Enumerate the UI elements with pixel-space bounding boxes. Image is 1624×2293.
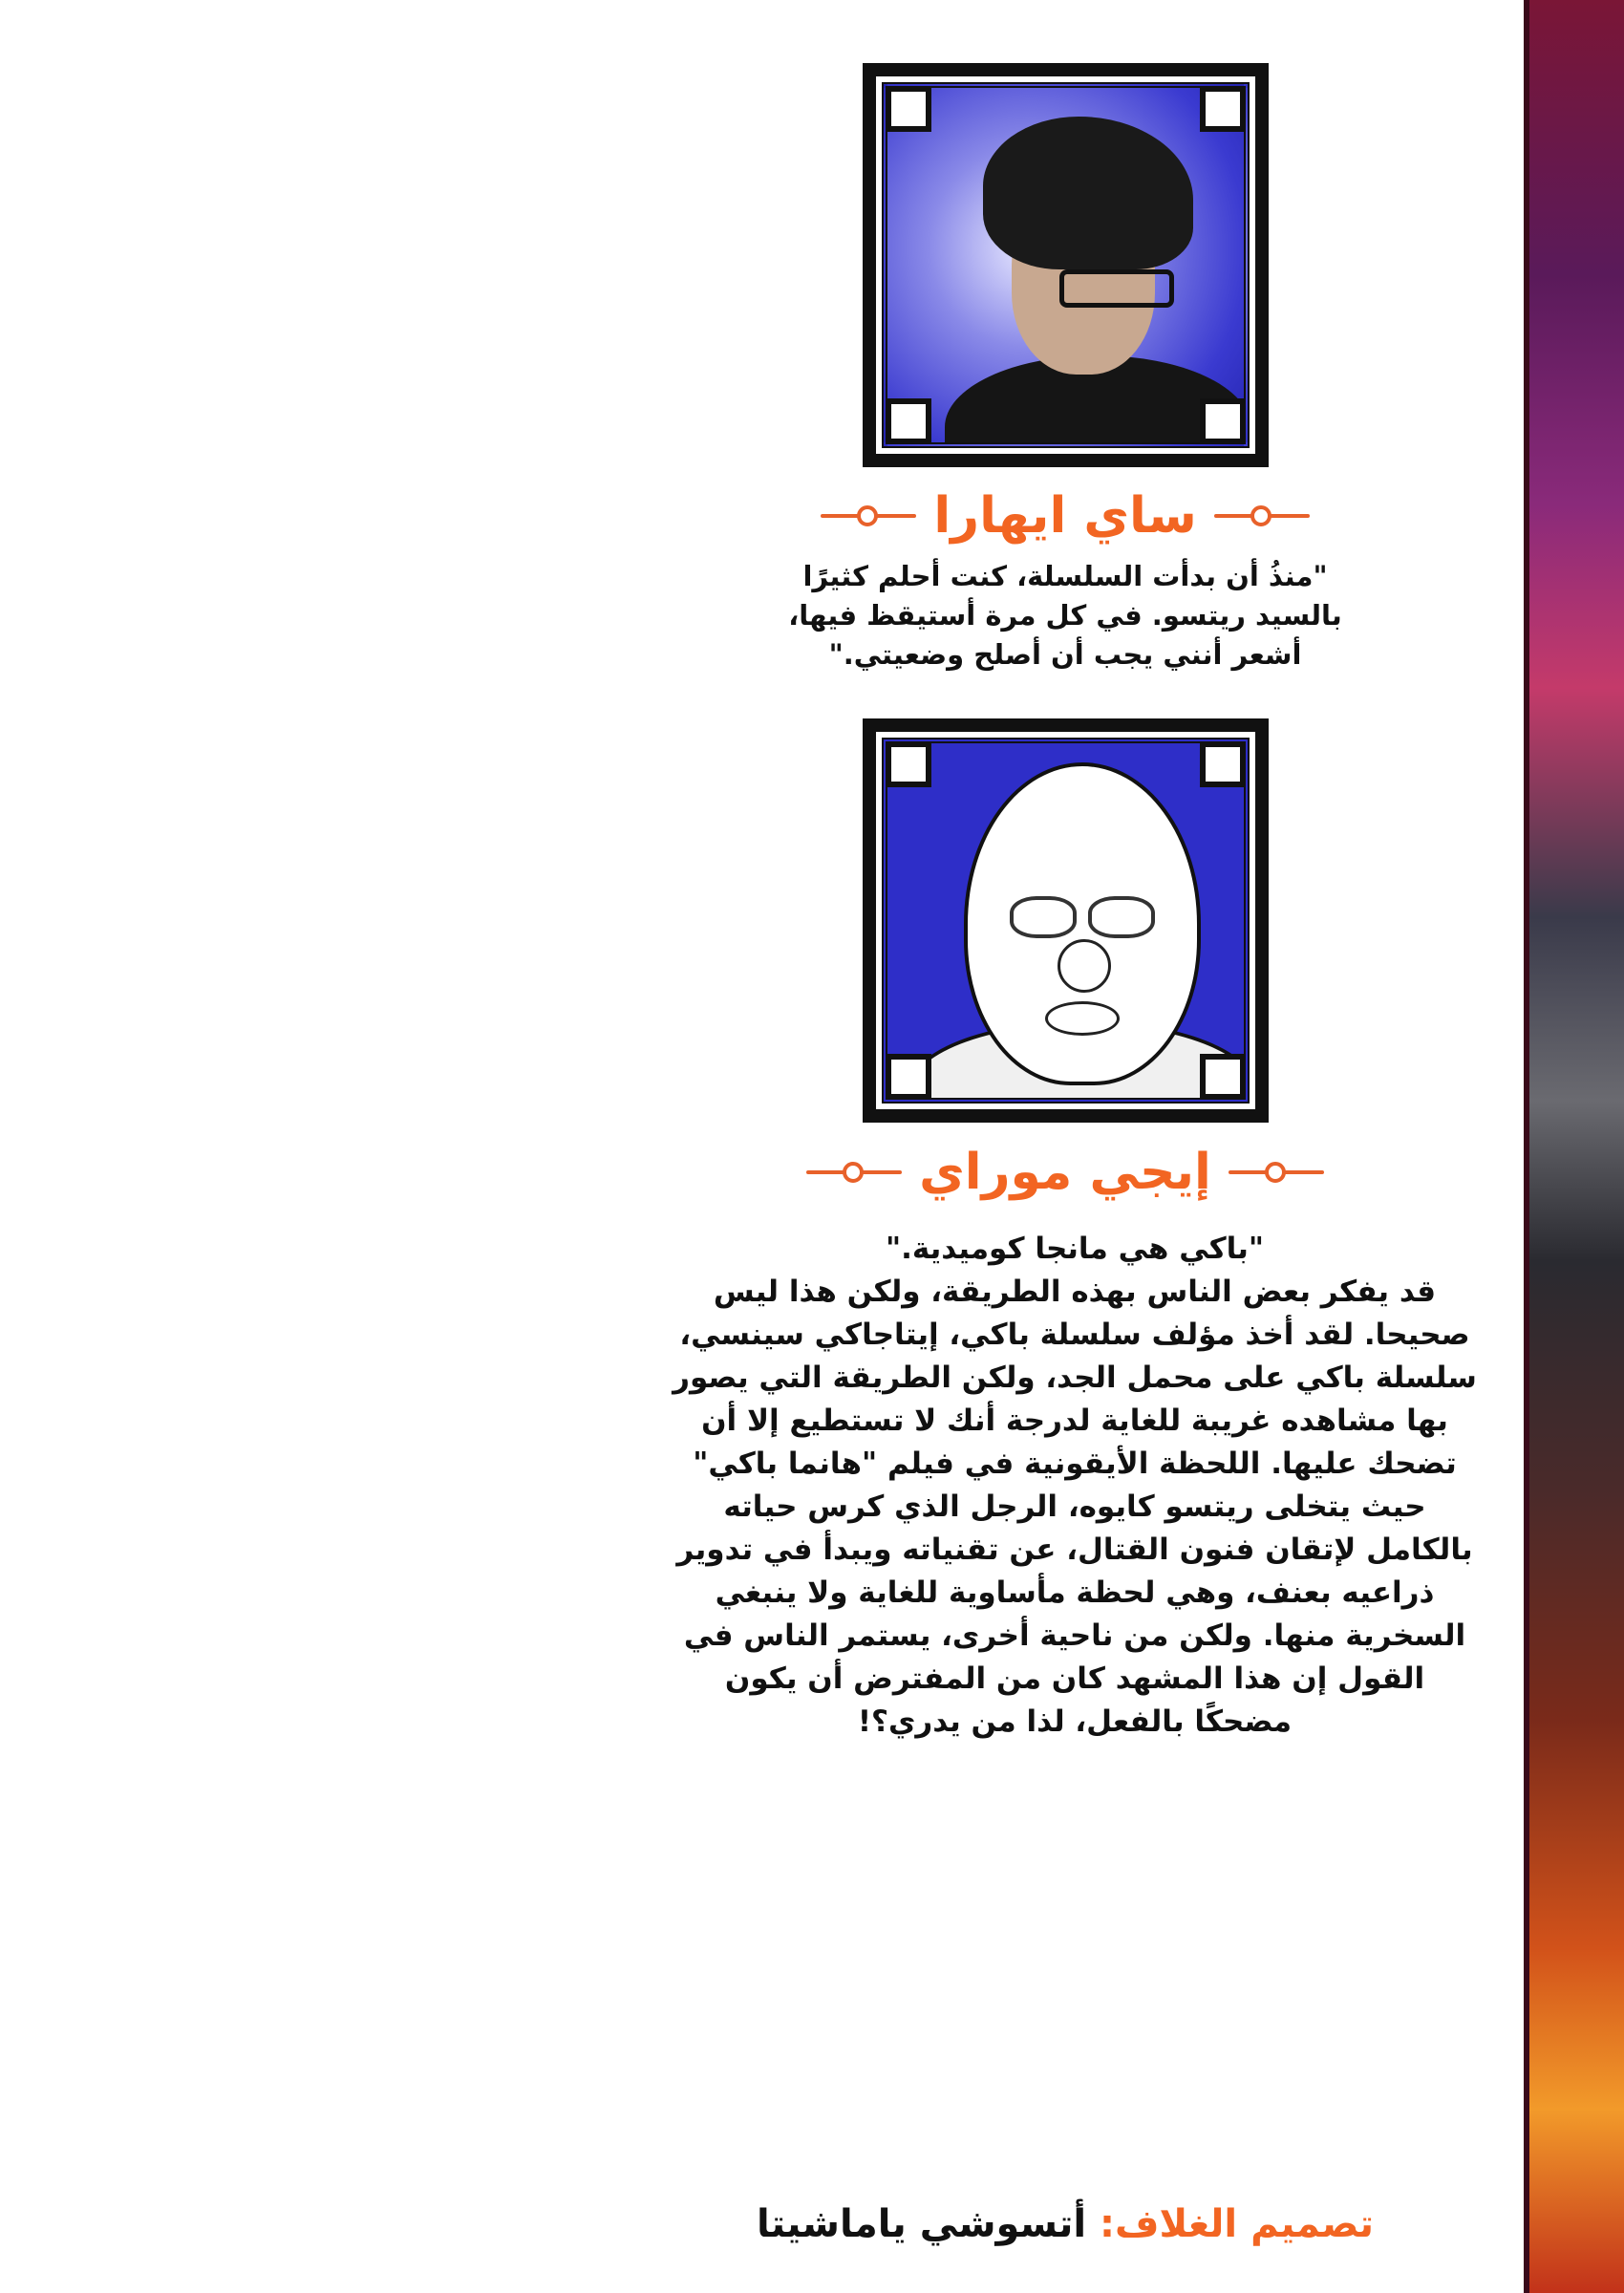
author-name-text: ساي ايهارا [933,487,1197,545]
quote-line: قد يفكر بعض الناس بهذه الطريقة، ولكن هذا ليس [713,1275,1437,1309]
credit-label: تصميم الغلاف: [1100,2202,1375,2246]
author-quote-2 [597,1228,1552,1744]
cover-design-credit [683,2197,1447,2251]
quote-line: صحيحا. لقد أخذ مؤلف سلسلة باكي، إيتاجاكي سينسي، [679,1318,1470,1352]
portrait-nose [1058,939,1111,993]
author-name-text: إيجي موراي [919,1144,1211,1201]
author-name-2 [683,1139,1447,1206]
frame-corner-ornament [1200,1054,1246,1100]
ornament-icon [821,505,916,526]
quote-line: بها مشاهده غريبة للغاية لدرجة أنك لا تستطيع إلا أن [701,1404,1448,1438]
portrait-glasses [1010,896,1153,934]
frame-corner-ornament [1200,86,1246,132]
quote-line: السخرية منها. ولكن من ناحية أخرى، يستمر الناس في [683,1618,1466,1653]
quote-line: بالكامل لإتقان فنون القتال، عن تقنياته ويبدأ في تدوير [676,1532,1473,1567]
ornament-icon [1229,1162,1324,1183]
quote-line: حيث يتخلى ريتسو كايوه، الرجل الذي كرس حياته [723,1489,1426,1524]
portrait-hair [983,117,1193,269]
credit-value: أتسوشي ياماشيتا [756,2202,1087,2246]
quote-line: "باكي هي مانجا كوميدية." [885,1232,1265,1266]
cover-artwork-strip [1524,0,1624,2293]
quote-line: مضحكًا بالفعل، لذا من يدري؟! [857,1704,1293,1739]
frame-corner-ornament [886,398,931,444]
portrait-glasses [1059,269,1174,308]
quote-line: تضحك عليها. اللحظة الأيقونية في فيلم "هانما باكي" [693,1447,1457,1481]
author-name-1 [683,482,1447,549]
frame-corner-ornament [886,741,931,787]
quote-line: أشعر أنني يجب أن أصلح وضعيتي." [828,638,1302,671]
author-portrait-cartoon [863,718,1269,1123]
quote-line: "منذُ أن بدأت السلسلة، كنت أحلم كثيرًا [802,560,1328,592]
author-portrait-photo [863,63,1269,467]
portrait-lips [1045,1001,1120,1036]
ornament-icon [1214,505,1310,526]
frame-corner-ornament [886,1054,931,1100]
quote-line: بالسيد ريتسو. في كل مرة أستيقظ فيها، [788,599,1342,632]
quote-line: ذراعيه بعنف، وهي لحظة مأساوية للغاية ولا ينبغي [715,1575,1435,1610]
frame-corner-ornament [886,86,931,132]
quote-line: القول إن هذا المشهد كان من المفترض أن يكون [724,1661,1425,1696]
author-quote-1 [683,557,1447,675]
frame-corner-ornament [1200,398,1246,444]
frame-corner-ornament [1200,741,1246,787]
ornament-icon [806,1162,902,1183]
quote-line: سلسلة باكي على محمل الجد، ولكن الطريقة التي يصور [673,1361,1477,1395]
